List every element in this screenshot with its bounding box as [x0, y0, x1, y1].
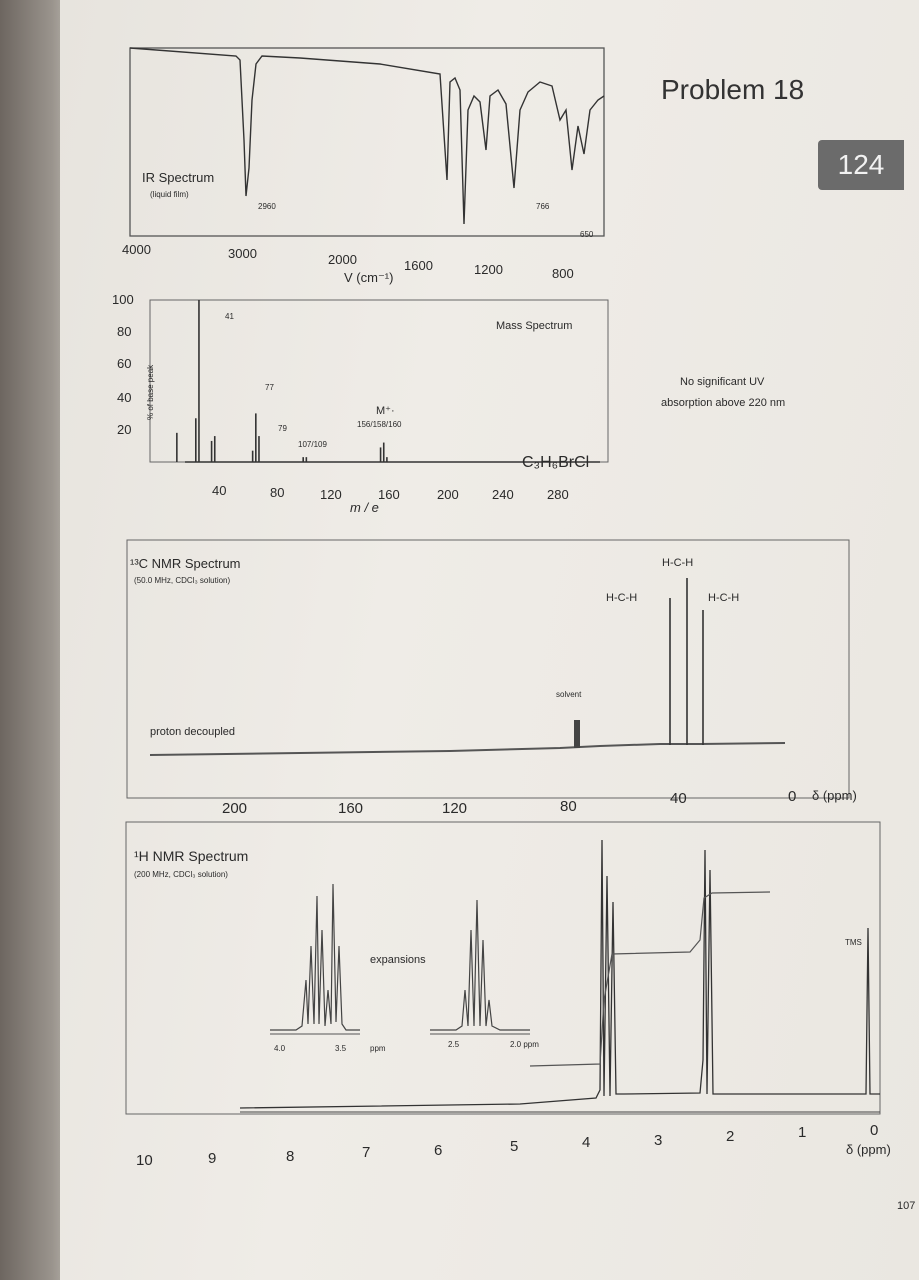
- ms-formula: C₃H₆BrCl: [522, 454, 590, 471]
- ms-title: Mass Spectrum: [496, 320, 573, 332]
- c13-xtick: 0: [788, 788, 797, 805]
- c13-xtick: 160: [338, 800, 364, 817]
- uv-note-line2: absorption above 220 nm: [661, 397, 786, 409]
- h1-exp1-tick: ppm: [370, 1044, 386, 1053]
- ms-xtick: 200: [437, 487, 459, 502]
- ms-peak-label: 156/158/160: [357, 420, 402, 429]
- h1-xtick: 9: [208, 1150, 217, 1167]
- c13-xtick: 80: [560, 798, 577, 815]
- uv-note-line1: No significant UV: [680, 376, 765, 388]
- h1-exp1-tick: 3.5: [335, 1044, 347, 1053]
- ms-xlabel: m / e: [350, 500, 379, 515]
- ms-peak-label: 77: [265, 383, 274, 392]
- h1-xtick: 10: [136, 1152, 153, 1169]
- h1-expansion-multiplet: [430, 900, 530, 1030]
- c13-peak-label: H-C-H: [708, 592, 740, 604]
- ir-axis-label: V (cm⁻¹): [344, 270, 394, 285]
- c13-xtick: 120: [442, 800, 468, 817]
- h1-xtick: 1: [798, 1124, 807, 1141]
- h1-xtick: 7: [362, 1144, 371, 1161]
- ms-peak-label: 79: [278, 424, 287, 433]
- c13-peak-label: H-C-H: [662, 557, 694, 569]
- h1-xtick: 2: [726, 1128, 735, 1145]
- h1-spectrum-trace: [240, 840, 880, 1108]
- h1-subtitle: (200 MHz, CDCl₃ solution): [134, 870, 228, 879]
- ir-tick: 4000: [122, 242, 151, 257]
- ms-ytick: 100: [112, 292, 134, 307]
- c13-note: proton decoupled: [150, 726, 236, 738]
- ir-tick: 1200: [474, 262, 503, 277]
- ms-molecular-ion: M⁺·: [376, 405, 395, 417]
- h1-exp2-tick: 2.0 ppm: [510, 1040, 539, 1049]
- ir-tick: 2000: [328, 252, 357, 267]
- h1-expansion-multiplet: [270, 884, 360, 1030]
- ms-xtick: 40: [212, 483, 227, 498]
- ir-title: IR Spectrum: [142, 170, 215, 185]
- c13-subtitle: (50.0 MHz, CDCl₃ solution): [134, 576, 231, 585]
- h1-xtick: 8: [286, 1148, 295, 1165]
- c13-xlabel: δ (ppm): [812, 788, 857, 803]
- ms-ytick: 40: [117, 390, 132, 405]
- ir-band-label: 650: [580, 230, 594, 239]
- ir-band-label: 2960: [258, 202, 276, 211]
- h1-xtick: 4: [582, 1134, 591, 1151]
- ms-peak-label: 107/109: [298, 440, 327, 449]
- h1-xtick: 3: [654, 1132, 663, 1149]
- ir-band-label: 766: [536, 202, 550, 211]
- ms-peak-label: 41: [225, 312, 234, 321]
- c13-xtick: 40: [670, 790, 687, 807]
- h1-exp2-tick: 2.5: [448, 1040, 460, 1049]
- ms-ylabel: % of base peak: [146, 364, 155, 420]
- ir-subtitle: (liquid film): [150, 190, 189, 199]
- h1-xtick: 0: [870, 1122, 879, 1139]
- h1-integration-curve: [530, 892, 770, 1066]
- ms-xtick: 160: [378, 487, 400, 502]
- ms-xtick: 280: [547, 487, 569, 502]
- ms-xtick: 80: [270, 485, 285, 500]
- h1-xlabel: δ (ppm): [846, 1142, 891, 1157]
- page-badge: 124: [818, 140, 904, 190]
- h1-xtick: 6: [434, 1142, 443, 1159]
- h1-expansions-label: expansions: [370, 954, 426, 966]
- h1-tms-label: TMS: [845, 938, 862, 947]
- c13-solvent-label: solvent: [556, 690, 582, 699]
- h1-title: ¹H NMR Spectrum: [134, 848, 249, 864]
- c13-title: ¹³C NMR Spectrum: [130, 556, 241, 571]
- c13-peak-label: H-C-H: [606, 592, 638, 604]
- ms-xtick: 240: [492, 487, 514, 502]
- c13-xtick: 200: [222, 800, 248, 817]
- ms-ytick: 80: [117, 324, 132, 339]
- ir-tick: 800: [552, 266, 574, 281]
- problem-title: Problem 18: [661, 74, 805, 105]
- ms-xtick: 120: [320, 487, 342, 502]
- ms-ytick: 60: [117, 356, 132, 371]
- ir-tick: 3000: [228, 246, 257, 261]
- page-number: 107: [897, 1200, 916, 1212]
- ir-tick: 1600: [404, 258, 433, 273]
- ms-ytick: 20: [117, 422, 132, 437]
- h1-xtick: 5: [510, 1138, 519, 1155]
- h1-exp1-tick: 4.0: [274, 1044, 286, 1053]
